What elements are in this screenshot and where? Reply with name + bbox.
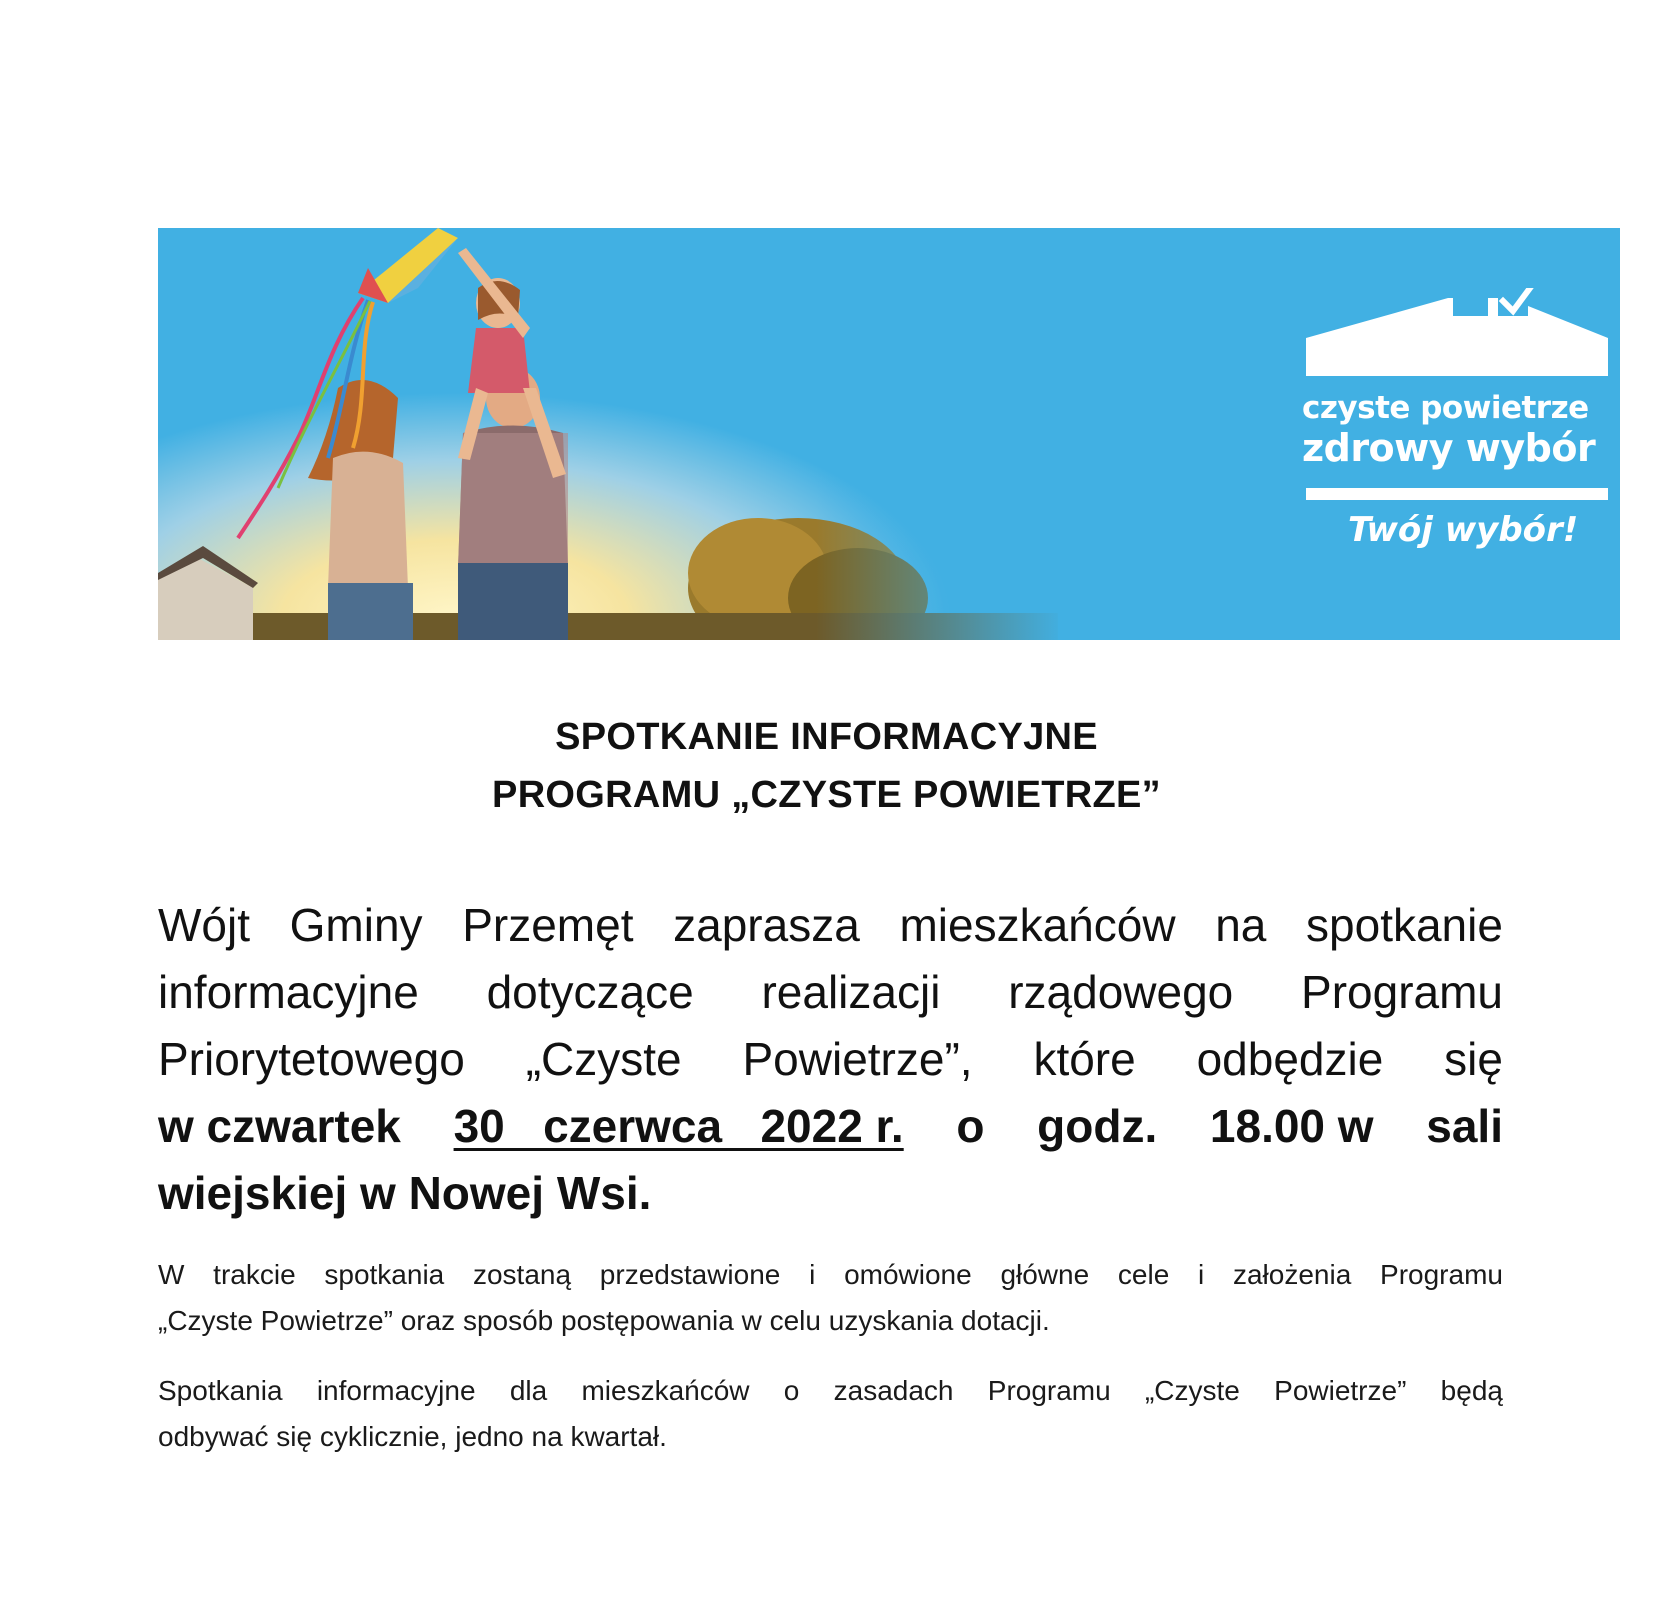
logo-line-2: zdrowy wybór [1302, 426, 1596, 470]
page-title [0, 708, 1653, 824]
logo-tagline: Twój wybór! [1348, 510, 1579, 550]
meeting-time: 18.00 w [1209, 1100, 1374, 1152]
word: o [956, 1100, 985, 1152]
word: rządowego [1008, 966, 1234, 1018]
word: spotkanie [1306, 899, 1503, 951]
word: informacyjne [158, 966, 419, 1018]
word: Wójt [158, 899, 250, 951]
word: na [1215, 899, 1267, 951]
word: godz. [1037, 1100, 1158, 1152]
word: się [1444, 1033, 1503, 1085]
details-paragraph [158, 1252, 1503, 1344]
word: zostaną [472, 1259, 572, 1290]
word: Programu [1380, 1259, 1503, 1290]
word: mieszkańców [899, 899, 1176, 951]
banner [158, 228, 1620, 640]
word: zaprasza [673, 899, 860, 951]
word: główne [1000, 1259, 1090, 1290]
word: Programu [987, 1375, 1111, 1406]
title-line-2: PROGRAMU „CZYSTE POWIETRZE” [492, 774, 1161, 816]
lead-line-1 [158, 892, 1503, 959]
word: Przemęt [462, 899, 634, 951]
schedule-line-2: odbywać się cyklicznie, jedno na kwartał. [158, 1421, 667, 1452]
lead-line-4 [158, 1093, 1503, 1160]
invitation-paragraph [158, 892, 1503, 1227]
word: o [783, 1375, 800, 1406]
lead-line-3 [158, 1026, 1503, 1093]
meeting-location: wiejskiej w Nowej Wsi. [158, 1167, 652, 1219]
word: przedstawione [599, 1259, 781, 1290]
word: które [1033, 1033, 1136, 1085]
lead-line-2 [158, 959, 1503, 1026]
word: „Czyste [525, 1033, 682, 1085]
word: i [809, 1259, 816, 1290]
schedule-line-1 [158, 1368, 1503, 1414]
schedule-paragraph [158, 1368, 1503, 1460]
word: omówione [844, 1259, 972, 1290]
meeting-date: 30 czerwca 2022 r. [453, 1100, 904, 1152]
word: realizacji [761, 966, 941, 1018]
czyste-powietrze-logo [1298, 288, 1618, 618]
word: odbędzie [1196, 1033, 1384, 1085]
word: Spotkania [158, 1375, 283, 1406]
word: założenia [1232, 1259, 1352, 1290]
word: informacyjne [316, 1375, 476, 1406]
word: spotkania [324, 1259, 445, 1290]
word: Gminy [289, 899, 423, 951]
word: Powietrze” [1274, 1375, 1407, 1406]
word: mieszkańców [581, 1375, 750, 1406]
word: W [158, 1259, 185, 1290]
word: dla [509, 1375, 548, 1406]
word: Powietrze”, [742, 1033, 973, 1085]
title-line-1: SPOTKANIE INFORMACYJNE [555, 716, 1098, 758]
word: i [1198, 1259, 1205, 1290]
logo-line-1: czyste powietrze [1302, 390, 1589, 426]
word: Priorytetowego [158, 1033, 465, 1085]
details-line-2: „Czyste Powietrze” oraz sposób postępowania w celu uzyskania dotacji. [158, 1305, 1050, 1336]
word: zasadach [833, 1375, 954, 1406]
details-line-1 [158, 1252, 1503, 1298]
meeting-day: w czwartek [158, 1100, 401, 1152]
word: cele [1117, 1259, 1170, 1290]
word: będą [1440, 1375, 1503, 1406]
word: sali [1426, 1100, 1503, 1152]
word: Programu [1301, 966, 1503, 1018]
word: „Czyste [1144, 1375, 1240, 1406]
word: trakcie [213, 1259, 296, 1290]
word: dotyczące [486, 966, 694, 1018]
